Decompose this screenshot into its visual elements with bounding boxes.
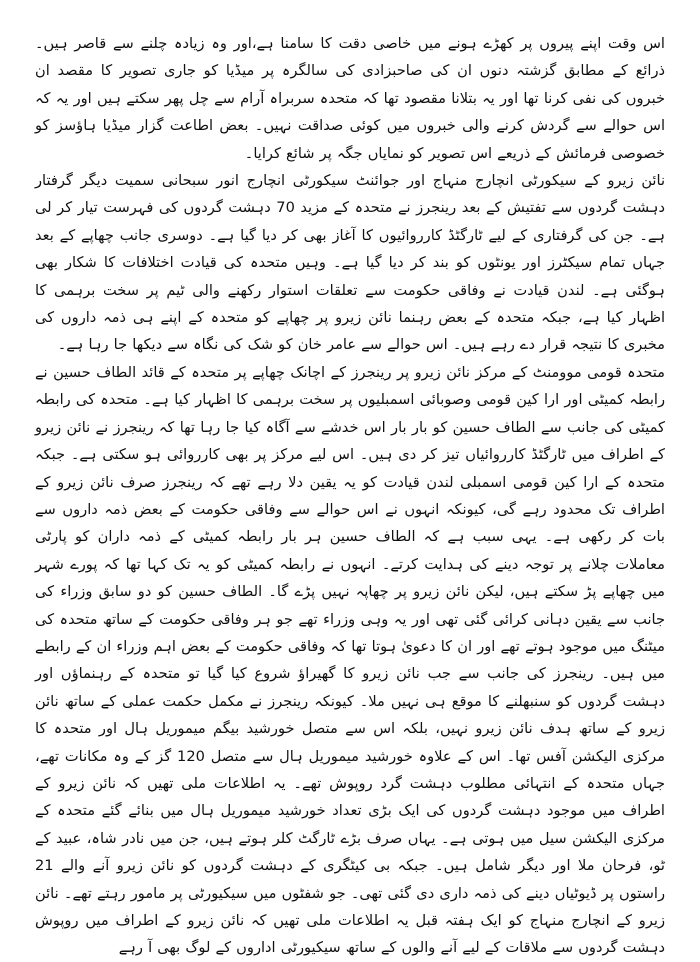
article-paragraph-2: نائن زیرو کے سیکورٹی انچارج منہاج اور جوائنٹ سیکورٹی انچارج انور سبحانی سمیت دیگر گرفتار دہشت گردوں سے تفتیش کے بعد رینجرز نے متحدہ کے مزید 70 دہشت گردوں کی فہرست تیار کر لی ہے۔ جن کی گرفتاری کے لیے ٹارگٹڈ کارروائیوں کا آغاز بھی کر دیا گیا ہے۔ دوسری جانب چھاپے کے بعد جہاں تمام سیکٹرز اور یونٹوں کو بند کر دیا گیا ہے۔ وہیں متحدہ کی قیادت اختلافات کا شکار بھی ہوگئی ہے۔ لندن قیادت نے وفاقی حکومت سے تعلقات استوار رکھنے والی ٹیم پر سخت برہمی کا اظہار کیا ہے، جبکہ متحدہ کے بعض رہنما نائن زیرو پر چھاپے کو متحدہ کے اپنے ہی ذمہ داروں کی مخبری کا نتیجہ قرار دے رہے ہیں۔ اس حوالے سے عامر خان کو شک کی نگاہ سے دیکھا جا رہا ہے۔ <box>35 172 665 354</box>
article-paragraph-3: متحدہ قومی موومنٹ کے مرکز نائن زیرو پر رینجرز کے اچانک چھاپے پر متحدہ کے قائد الطاف حسین نے رابطہ کمیٹی اور ارا کین قومی وصوبائی اسمبلیوں پر سخت برہمی کا اظہار کیا ہے۔ متحدہ کی رابطہ کمیٹی کی جانب سے الطاف حسین کو بار بار اس خدشے سے آگاہ کیا جا رہا تھا کہ رینجرز نے نائن زیرو کے اطراف میں ٹارگٹڈ کارروائیاں تیز کر دی ہیں۔ اس لیے مرکز پر بھی کارروائی ہو سکتی ہے۔ جبکہ متحدہ کے ارا کین قومی اسمبلی لندن قیادت کو یہ یقین دلا رہے تھے کہ رینجرز صرف نائن زیرو کے اطراف تک محدود رہے گی، کیونکہ انہوں نے اس حوالے سے وفاقی حکومت کے بعض ذمہ داروں سے بات کر رکھی ہے۔ یہی سبب ہے کہ الطاف حسین ہر بار رابطہ کمیٹی کے ذمہ داران کو پارٹی معاملات چلانے پر توجہ دینے کی ہدایت کرتے۔ انہوں نے رابطہ کمیٹی کو یہ تک کہا تھا کہ پورے شہر میں چھاپے پڑ سکتے ہیں، لیکن نائن زیرو پر چھاپہ نہیں پڑے گا۔ الطاف حسین کو دو سابق وزراء کی جانب سے یقین دہانی کرائی گئی تھی اور یہ وہی وزراء تھے جو ہر وفاقی حکومت کے ساتھ متحدہ کی میٹنگ میں موجود ہوتے تھے اور ان کا دعویٰ ہوتا تھا کہ وفاقی حکومت کے بعض اہم وزراء ان کے رابطے میں ہیں۔ رینجرز کی جانب سے جب نائن زیرو کا گھیراؤ شروع کیا گیا تو متحدہ کے رہنماؤں اور دہشت گردوں کو سنبھلنے کا موقع ہی نہیں ملا۔ کیونکہ رینجرز نے مکمل حکمت عملی کے ساتھ نائن زیرو کے ساتھ ہدف نائن زیرو نہیں، بلکہ اس سے متصل خورشید بیگم میموریل ہال اور متحدہ کا مرکزی الیکشن آفس تھا۔ اس کے علاوہ خورشید میموریل ہال سے متصل 120 گز کے وہ مکانات تھے، جہاں متحدہ کے انتہائی مطلوب دہشت گرد روپوش تھے۔ یہ اطلاعات ملی تھیں کہ نائن زیرو کے اطراف میں موجود دہشت گردوں کی ایک بڑی تعداد خورشید میموریل ہال میں بنائے گئے متحدہ کے مرکزی الیکشن سیل میں ہوتی ہے۔ یہاں صرف بڑے ٹارگٹ کلر ہوتے ہیں، جن میں نادر شاہ، عبید کے ٹو، فرحان ملا اور دیگر شامل ہیں۔ جبکہ بی کیٹگری کے دہشت گردوں کو نائن زیرو آنے والے 21 راستوں پر ڈیوٹیاں دینے کی ذمہ داری دی گئی تھی۔ جو شفٹوں میں سیکیورٹی پر مامور رہتے تھے۔ نائن زیرو کے انچارج منہاج کو ایک ہفتہ قبل یہ اطلاعات ملی تھیں کہ نائن زیرو کے اطراف میں روپوش دہشت گردوں سے ملاقات کے لیے آنے والوں کے ساتھ سیکیورٹی اداروں کے لوگ بھی آ رہے <box>35 363 665 957</box>
article-body <box>35 30 665 962</box>
article-paragraph-1: اس وقت اپنے پیروں پر کھڑے ہونے میں خاصی دقت کا سامنا ہے،اور وہ زیادہ چلنے سے قاصر ہیں۔ ذرائع کے مطابق گزشتہ دنوں ان کی صاحبزادی کی سالگرہ پر میڈیا کو جاری تصویر کا مقصد ان خبروں کی نفی کرنا تھا اور یہ بتلانا مقصود تھا کہ متحدہ سربراہ آرام سے چل پھر سکتے ہیں اور یہ کہ اس حوالے سے گردش کرنے والی خبروں میں کوئی صداقت نہیں۔ بعض اطاعت گزار میڈیا ہاؤسز کو خصوصی فرمائش کے ذریعے اس تصویر کو نمایاں جگہ پر شائع کرایا۔ <box>35 35 665 162</box>
